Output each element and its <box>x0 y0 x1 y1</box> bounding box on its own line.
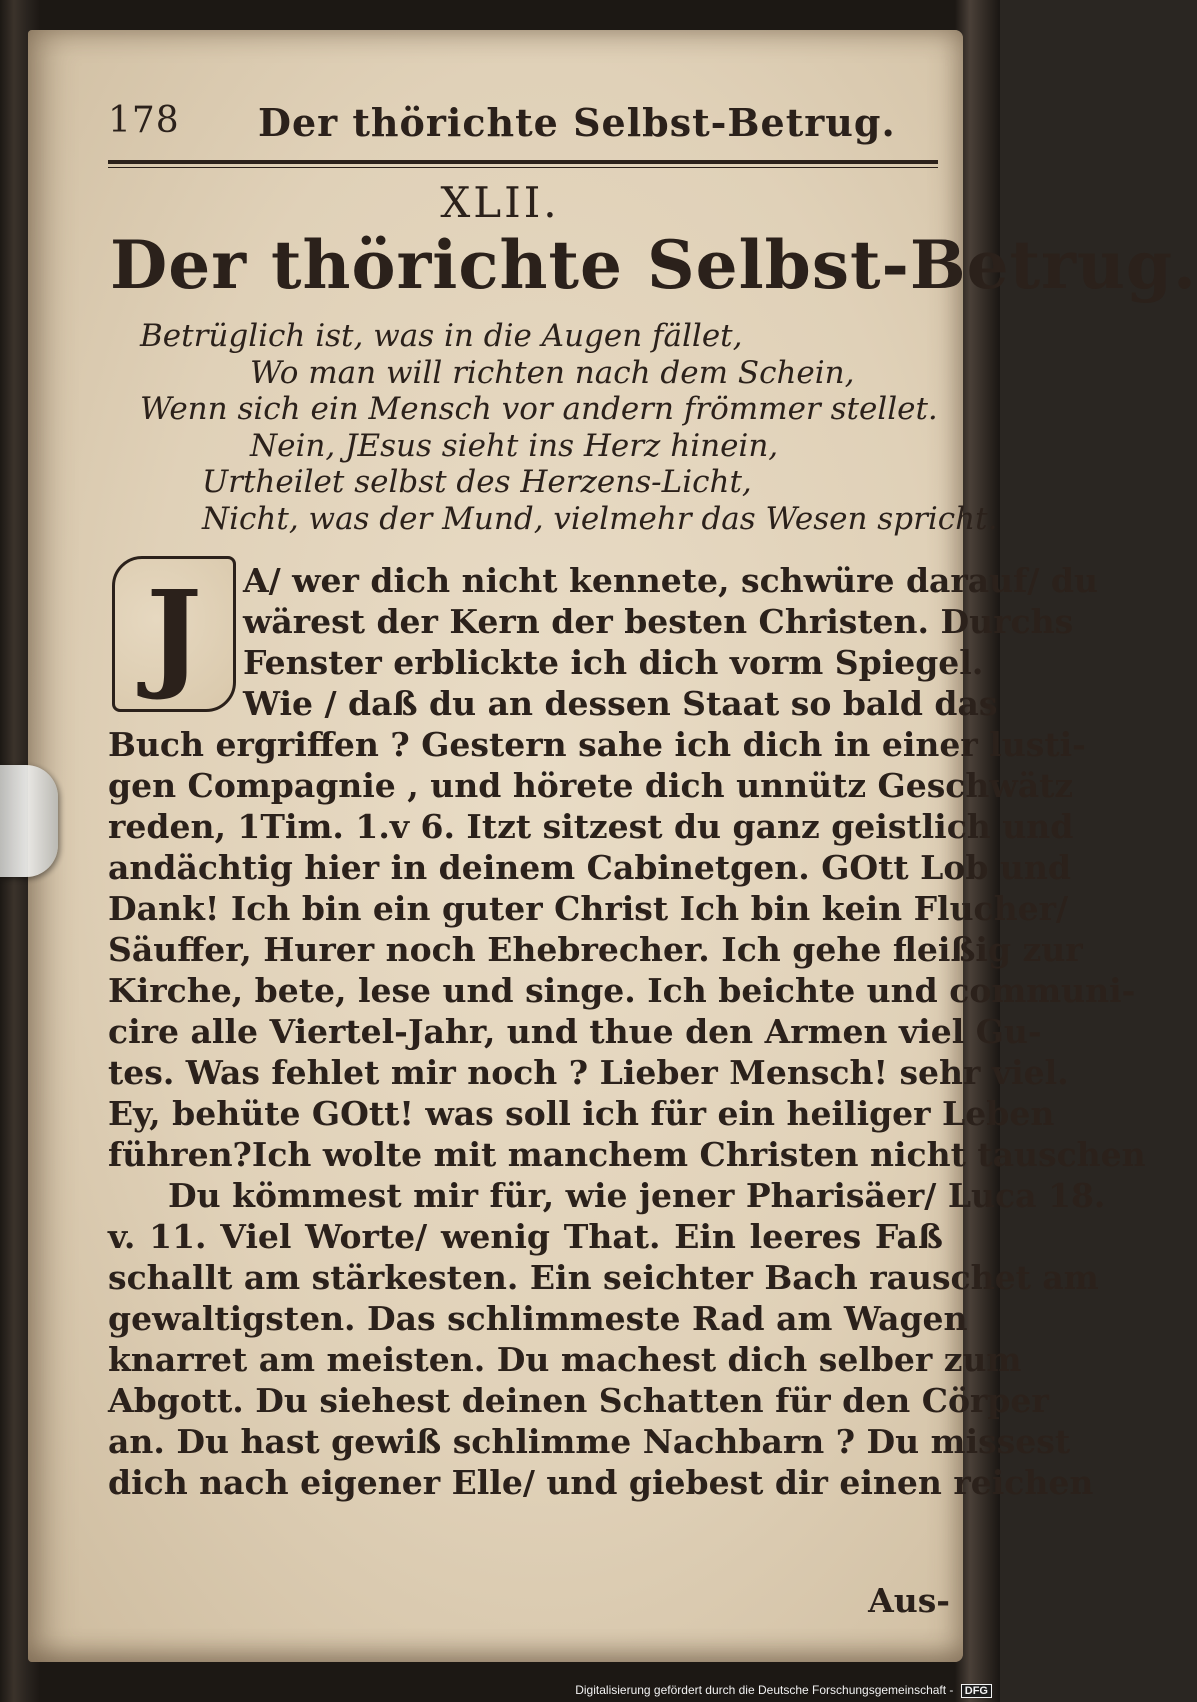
text-line: Dank! Ich bin ein guter Christ Ich bin kein Flucher/ <box>108 889 1069 928</box>
epigraph-poem <box>140 318 998 537</box>
text-line: Ey, behüte GOtt! was soll ich für ein heiliger Leben <box>108 1094 1055 1133</box>
running-title: Der thörichte Selbst-Betrug. <box>258 100 896 145</box>
text-line: knarret am meisten. Du machest dich selber zum <box>108 1340 1022 1379</box>
dfg-logo: DFG <box>961 1684 992 1698</box>
text-line: gewaltigsten. Das schlimmeste Rad am Wagen <box>108 1299 968 1338</box>
poem-line: Betrüglich ist, was in die Augen fället, <box>140 318 743 354</box>
text-line: Fenster erblickte ich dich vorm Spiegel. <box>243 643 984 682</box>
text-line: wärest der Kern der besten Christen. Durchs <box>243 602 1074 641</box>
digitization-credit <box>575 1683 992 1698</box>
poem-line: Nicht, was der Mund, vielmehr das Wesen spricht. <box>202 500 998 537</box>
book-clasp <box>0 765 58 877</box>
text-line: Wie / daß du an dessen Staat so bald das <box>243 684 998 723</box>
text-line: reden, 1Tim. 1.v 6. Itzt sitzest du ganz geistlich und <box>108 807 1074 846</box>
text-line: Abgott. Du siehest deinen Schatten für den Cörper <box>108 1381 1049 1420</box>
text-line: Säuffer, Hurer noch Ehebrecher. Ich gehe fleißig zur <box>108 930 1083 969</box>
text-line: dich nach eigener Elle/ und giebest dir einen reichen <box>108 1463 1094 1502</box>
text-line: v. 11. Viel Worte/ wenig That. Ein leeres Faß <box>108 1217 943 1256</box>
poem-line: Nein, JEsus sieht ins Herz hinein, <box>250 427 779 464</box>
credit-text: Digitalisierung gefördert durch die Deutsche Forschungsgemeinschaft - <box>575 1683 954 1697</box>
text-line: gen Compagnie , und hörete dich unnütz Geschwätz <box>108 766 1074 805</box>
catchword: Aus- <box>868 1581 950 1620</box>
header-rule <box>108 160 938 164</box>
poem-line: Wenn sich ein Mensch vor andern frömmer stellet. <box>140 391 938 427</box>
poem-line: Urtheilet selbst des Herzens-Licht, <box>202 464 752 500</box>
chapter-title: Der thörichte Selbst-Betrug. <box>110 226 1197 304</box>
running-head <box>108 100 938 150</box>
text-line: Du kömmest mir für, wie jener Pharisäer/ Luca 18. <box>168 1176 1106 1215</box>
page-number: 178 <box>108 100 180 141</box>
text-line: an. Du hast gewiß schlimme Nachbarn ? Du missest <box>108 1422 1071 1461</box>
text-line: schallt am stärkesten. Ein seichter Bach rauschet am <box>108 1258 1099 1297</box>
decorated-initial: J <box>112 556 236 712</box>
text-line: andächtig hier in deinem Cabinetgen. GOtt Lob und <box>108 848 1071 887</box>
body-text <box>108 560 1146 1503</box>
text-line: Buch ergriffen ? Gestern sahe ich dich in einer lusti- <box>108 725 1086 764</box>
chapter-number: XLII. <box>440 178 560 227</box>
text-line: A/ wer dich nicht kennete, schwüre darauf/ du <box>243 561 1098 600</box>
text-line: Kirche, bete, lese und singe. Ich beichte und communi- <box>108 971 1136 1010</box>
text-line: tes. Was fehlet mir noch ? Lieber Mensch! sehr viel. <box>108 1053 1069 1092</box>
poem-line: Wo man will richten nach dem Schein, <box>250 354 855 391</box>
text-line: führen?Ich wolte mit manchem Christen nicht tauschen <box>108 1135 1146 1174</box>
text-line: cire alle Viertel-Jahr, und thue den Armen viel Gu- <box>108 1012 1042 1051</box>
